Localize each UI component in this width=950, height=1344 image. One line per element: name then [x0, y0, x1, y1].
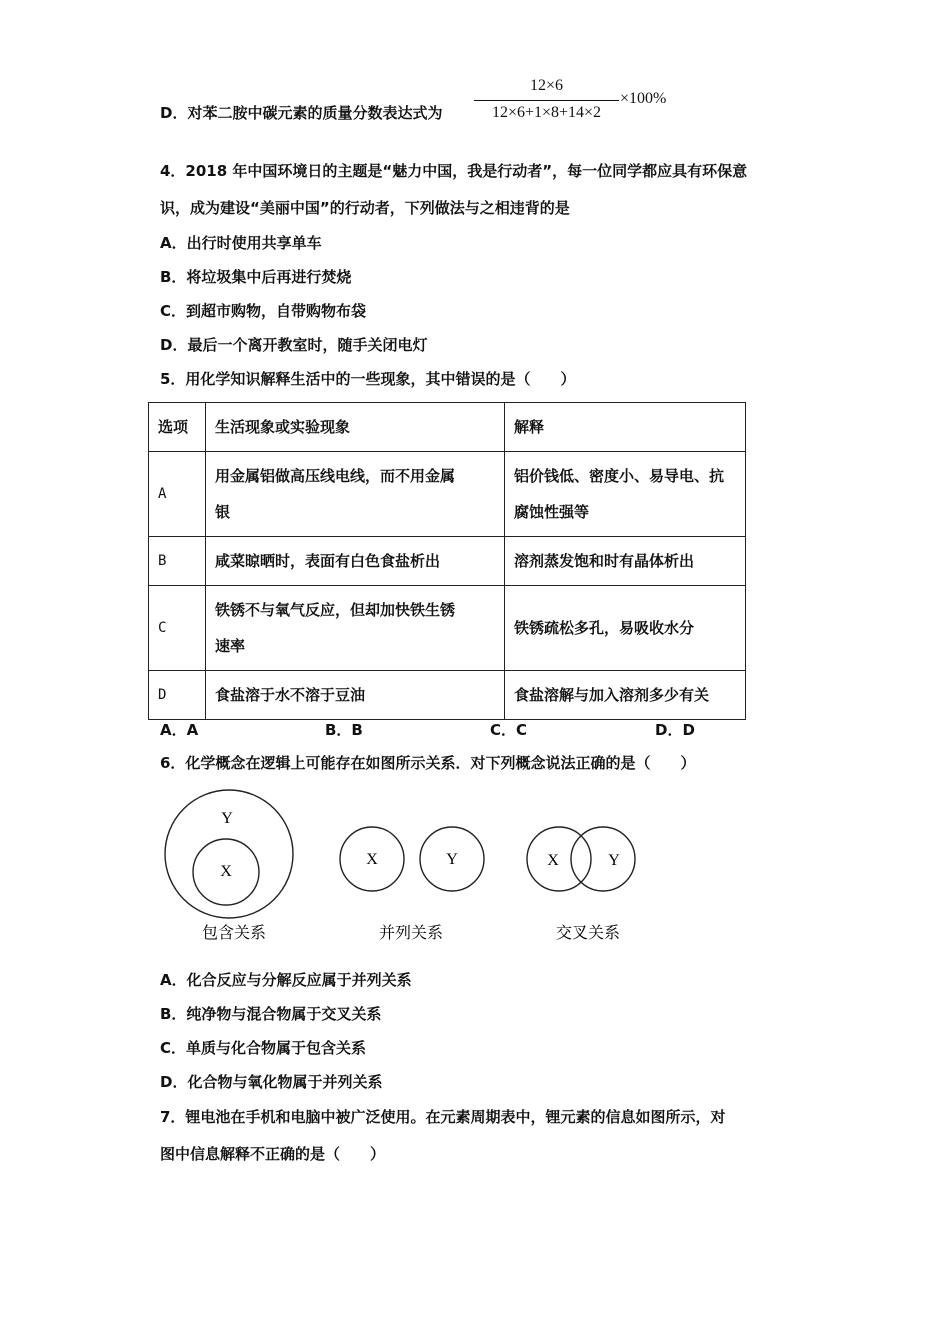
row-explanation: 溶剂蒸发饱和时有晶体析出 — [505, 537, 746, 586]
row-explanation: 食盐溶解与加入溶剂多少有关 — [505, 671, 746, 720]
intersect-label-x: X — [547, 852, 559, 869]
carbon-fraction-formula — [474, 77, 684, 129]
formula-multiplier: ×100% — [620, 90, 667, 107]
row-explanation — [505, 452, 746, 537]
row-explanation: 铁锈疏松多孔，易吸收水分 — [505, 586, 746, 671]
row-phenomenon: 咸菜晾晒时，表面有白色食盐析出 — [206, 537, 505, 586]
row-option: B — [149, 537, 206, 586]
q7-stem-line2: 图中信息解释不正确的是（ ） — [160, 1145, 386, 1163]
explanation-line: 腐蚀性强等 — [514, 503, 590, 521]
q4-option-d: D．最后一个离开教室时，随手关闭电灯 — [160, 336, 428, 354]
row-option: A — [149, 452, 206, 537]
explanation-line: 铝价钱低、密度小、易导电、抗 — [514, 467, 725, 485]
table-row — [149, 537, 746, 586]
phenomenon-line: 银 — [215, 503, 231, 521]
header-option: 选项 — [149, 403, 206, 452]
row-phenomenon: 食盐溶于水不溶于豆油 — [206, 671, 505, 720]
caption-parallel: 并列关系 — [378, 923, 444, 942]
caption-containment: 包含关系 — [201, 923, 267, 942]
q6-option-a: A．化合反应与分解反应属于并列关系 — [160, 971, 412, 989]
table-row — [149, 671, 746, 720]
q6-option-c: C．单质与化合物属于包含关系 — [160, 1039, 367, 1057]
row-phenomenon — [206, 452, 505, 537]
formula-denominator: 12×6+1×8+14×2 — [491, 104, 602, 121]
containment-label-x: X — [220, 863, 232, 880]
phenomenon-line: 铁锈不与氧气反应，但却加快铁生锈 — [215, 601, 456, 619]
q5-stem: 5．用化学知识解释生活中的一些现象，其中错误的是（ ） — [160, 370, 576, 388]
q5-choice-b: B．B — [325, 721, 363, 739]
q6-option-d: D．化合物与氧化物属于并列关系 — [160, 1073, 383, 1091]
relationship-diagram — [150, 785, 650, 945]
intersect-label-y: Y — [608, 852, 620, 869]
q5-choice-c: C．C — [490, 721, 528, 739]
row-phenomenon — [206, 586, 505, 671]
header-explanation: 解释 — [505, 403, 746, 452]
q7-stem-line1: 7．锂电池在手机和电脑中被广泛使用。在元素周期表中，锂元素的信息如图所示，对 — [160, 1108, 726, 1126]
phenomenon-line: 用金属铝做高压线电线，而不用金属 — [215, 467, 456, 485]
q4-stem-line2: 识，成为建设“美丽中国”的行动者，下列做法与之相违背的是 — [160, 199, 570, 217]
q6-option-b: B．纯净物与混合物属于交叉关系 — [160, 1005, 382, 1023]
table-header-row — [149, 403, 746, 452]
q4-stem-line1: 4．2018 年中国环境日的主题是“魅力中国，我是行动者”，每一位同学都应具有环保意 — [160, 162, 748, 180]
fraction-bar — [474, 100, 619, 101]
q4-option-b: B．将垃圾集中后再进行焚烧 — [160, 268, 352, 286]
q5-choice-d: D．D — [655, 721, 695, 739]
q5-table — [148, 402, 746, 720]
formula-numerator: 12×6 — [529, 77, 564, 94]
q4-option-a: A．出行时使用共享单车 — [160, 234, 322, 252]
containment-label-y: Y — [221, 810, 233, 827]
intersect-circle-y — [571, 827, 635, 891]
q4-option-c: C．到超市购物，自带购物布袋 — [160, 302, 367, 320]
parallel-label-y: Y — [446, 851, 458, 868]
intersect-circle-x — [527, 827, 591, 891]
phenomenon-line: 速率 — [215, 637, 246, 655]
q5-choice-a: A．A — [160, 721, 199, 739]
caption-intersection: 交叉关系 — [555, 923, 621, 942]
q6-stem: 6．化学概念在逻辑上可能存在如图所示关系．对下列概念说法正确的是（ ） — [160, 754, 696, 772]
parallel-label-x: X — [366, 851, 378, 868]
row-option: C — [149, 586, 206, 671]
table-row — [149, 586, 746, 671]
header-phenomenon: 生活现象或实验现象 — [206, 403, 505, 452]
q3-option-d: D．对苯二胺中碳元素的质量分数表达式为 — [160, 104, 443, 122]
table-row — [149, 452, 746, 537]
row-option: D — [149, 671, 206, 720]
